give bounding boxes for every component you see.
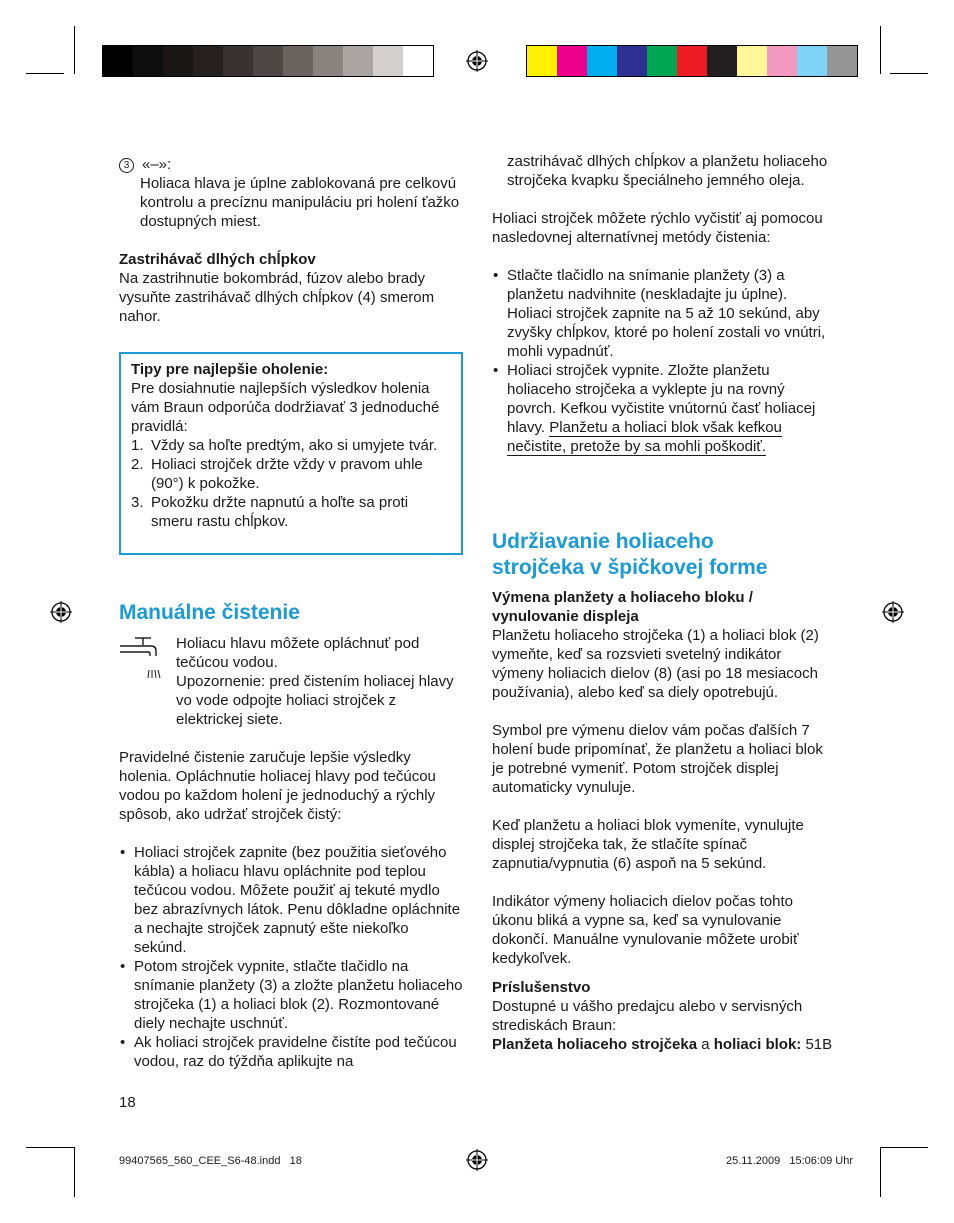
color-swatch bbox=[253, 46, 283, 76]
color-swatch bbox=[193, 46, 223, 76]
list-item: • Holiaci strojček zapnite (bez použitia sieťového kábla) a holiacu hlavu opláchnite pod teplou tečúcou vodou. Môžete použiť aj tekuté mydlo bez abrazívnych látok. Penu dôkladne opláchnite a nechajte strojček zapnutý ešte niekoľko sekúnd. bbox=[119, 843, 464, 957]
trimmer-heading: Zastrihávač dlhých chĺpkov bbox=[119, 251, 316, 268]
color-swatch bbox=[797, 46, 827, 76]
page-number: 18 bbox=[119, 1094, 136, 1111]
process-color-bar bbox=[526, 45, 858, 77]
item-3-text: Holiaca hlava je úplne zablokovaná pre celkovú kontrolu a precíznu manipuláciu pri holení ťažko dostupných miest. bbox=[140, 175, 460, 230]
color-swatch bbox=[737, 46, 767, 76]
crop-mark bbox=[26, 73, 64, 74]
registration-mark-icon bbox=[466, 50, 488, 72]
continued-text: zastrihávač dlhých chĺpkov a planžetu holiaceho strojčeka kvapku špeciálneho jemného oleja. bbox=[507, 153, 828, 189]
crop-mark bbox=[880, 1147, 928, 1148]
manual-cleaning-intro bbox=[176, 634, 466, 729]
color-swatch bbox=[587, 46, 617, 76]
manual-cleaning-heading: Manuálne čistenie bbox=[119, 601, 300, 624]
list-item: • Holiaci strojček vypnite. Zložte planžetu holiaceho strojčeka a vyklepte ju na rovný povrch. Kefkou vyčistite vnútornú časť holiacej hlavy. Planžetu a holiaci blok však kefkou nečistite, pretože by sa mohli poškodiť. bbox=[492, 361, 836, 456]
crop-mark bbox=[880, 1147, 881, 1197]
color-swatch bbox=[133, 46, 163, 76]
replace-heading: Výmena planžety a holiaceho bloku / vynulovanie displeja bbox=[492, 589, 753, 625]
color-swatch bbox=[677, 46, 707, 76]
tips-title: Tipy pre najlepšie oholenie: bbox=[131, 361, 329, 378]
item-3 bbox=[119, 155, 464, 231]
crop-mark bbox=[26, 1147, 74, 1148]
color-swatch bbox=[647, 46, 677, 76]
circled-number: 3 bbox=[119, 158, 134, 173]
color-swatch bbox=[373, 46, 403, 76]
color-swatch bbox=[343, 46, 373, 76]
alternative-steps bbox=[492, 266, 836, 456]
color-swatch bbox=[827, 46, 857, 76]
accessories-text: Dostupné u vášho predajcu alebo v servisných strediskách Braun: bbox=[492, 998, 803, 1034]
list-item: 3. Pokožku držte napnutú a hoľte sa proti smeru rastu chĺpkov. bbox=[131, 494, 409, 530]
right-column bbox=[492, 152, 836, 456]
replace-text-4: Indikátor výmeny holiacich dielov počas tohto úkonu bliká a vypne sa, keď sa vynulovanie dokončí. Manuálne vynulovanie môžete urobiť kedykoľvek. bbox=[492, 893, 799, 967]
replace-text-1: Planžetu holiaceho strojčeka (1) a holiaci blok (2) vymeňte, keď sa rozsvieti svetelný indikátor výmeny holiacich dielov (8) (asi po 18 mesiacoch používania), alebo keď sa diely opotrebujú. bbox=[492, 627, 819, 701]
manual-text-2: Upozornenie: pred čistením holiacej hlavy vo vode odpojte holiaci strojček z elektrickej siete. bbox=[176, 673, 454, 728]
color-swatch bbox=[707, 46, 737, 76]
crop-mark bbox=[74, 1147, 75, 1197]
manual-text-1: Holiacu hlavu môžete opláchnuť pod tečúcou vodou. bbox=[176, 635, 420, 671]
accessories-part: Planžeta holiaceho strojčeka a holiaci blok: 51B bbox=[492, 1036, 833, 1053]
list-item: • Potom strojček vypnite, stlačte tlačidlo na snímanie planžety (3) a zložte planžetu holiaceho strojčeka (1) a holiaci blok (2). Rozmontované diely nechajte uschnúť. bbox=[119, 957, 464, 1033]
tips-list bbox=[131, 436, 451, 531]
item-3-symbol: «–»: bbox=[142, 156, 172, 173]
crop-mark bbox=[74, 26, 75, 74]
color-swatch bbox=[617, 46, 647, 76]
color-swatch bbox=[767, 46, 797, 76]
cleaning-steps bbox=[119, 843, 464, 1071]
accessories-heading: Príslušenstvo bbox=[492, 979, 591, 996]
color-swatch bbox=[283, 46, 313, 76]
regular-cleaning-text: Pravidelné čistenie zaručuje lepšie výsledky holenia. Opláchnutie holiacej hlavy pod tečúcou vodou po každom holení je jednoduchý a rýchly spôsob, ako udržať strojček čistý: bbox=[119, 749, 436, 823]
crop-mark bbox=[890, 73, 928, 74]
registration-mark-icon bbox=[50, 601, 72, 623]
color-swatch bbox=[163, 46, 193, 76]
color-swatch bbox=[223, 46, 253, 76]
footer-date: 25.11.2009 15:06:09 Uhr bbox=[725, 1155, 853, 1167]
trimmer-text: Na zastrihnutie bokombrád, fúzov alebo brady vysuňte zastrihávač dlhých chĺpkov (4) smerom nahor. bbox=[119, 270, 435, 325]
color-swatch bbox=[527, 46, 557, 76]
left-column bbox=[119, 155, 464, 326]
color-swatch bbox=[103, 46, 133, 76]
replace-text-2: Symbol pre výmenu dielov vám počas ďalších 7 holení bude pripomínať, že planžetu a holiaci blok je potrebné vymeniť. Potom strojček displej automaticky vynuluje. bbox=[492, 722, 823, 796]
registration-mark-icon bbox=[882, 601, 904, 623]
left-column-lower bbox=[119, 748, 464, 1071]
warning-text: Planžetu a holiaci blok však kefkou nečistite, pretože by sa mohli poškodiť. bbox=[507, 419, 782, 455]
replace-text-3: Keď planžetu a holiaci blok vymeníte, vynulujte displej strojčeka tak, že stlačíte spínač zapnutia/vypnutia (6) aspoň na 5 sekúnd. bbox=[492, 817, 804, 872]
list-item: 1. Vždy sa hoľte predtým, ako si umyjete tvár. bbox=[131, 437, 438, 454]
color-swatch bbox=[557, 46, 587, 76]
tips-box bbox=[119, 352, 463, 555]
alternative-intro: Holiaci strojček môžete rýchlo vyčistiť aj pomocou nasledovnej alternatívnej metódy čistenia: bbox=[492, 210, 823, 246]
maintenance-heading: Udržiavanie holiaceho strojčeka v špičkovej forme bbox=[492, 530, 768, 579]
list-item: • Ak holiaci strojček pravidelne čistíte pod tečúcou vodou, raz do týždňa aplikujte na bbox=[119, 1033, 464, 1071]
crop-mark bbox=[880, 26, 881, 74]
tips-intro: Pre dosiahnutie najlepších výsledkov holenia vám Braun odporúča dodržiavať 3 jednoduché pravidlá: bbox=[131, 380, 440, 435]
right-column-lower bbox=[492, 588, 836, 1054]
color-swatch bbox=[403, 46, 433, 76]
registration-mark-icon bbox=[466, 1149, 488, 1171]
water-tap-icon bbox=[118, 636, 162, 680]
color-swatch bbox=[313, 46, 343, 76]
footer-file: 99407565_560_CEE_S6-48.indd 18 bbox=[119, 1155, 302, 1167]
grayscale-color-bar bbox=[102, 45, 434, 77]
list-item: • Stlačte tlačidlo na snímanie planžety (3) a planžetu nadvihnite (neskladajte ju úplne). Holiaci strojček zapnite na 5 až 10 sekúnd, aby zvyšky chĺpkov, ktoré po holení zostali vo vnútri, mohli vypadnúť. bbox=[492, 266, 836, 361]
list-item: 2. Holiaci strojček držte vždy v pravom uhle (90°) k pokožke. bbox=[131, 456, 423, 492]
